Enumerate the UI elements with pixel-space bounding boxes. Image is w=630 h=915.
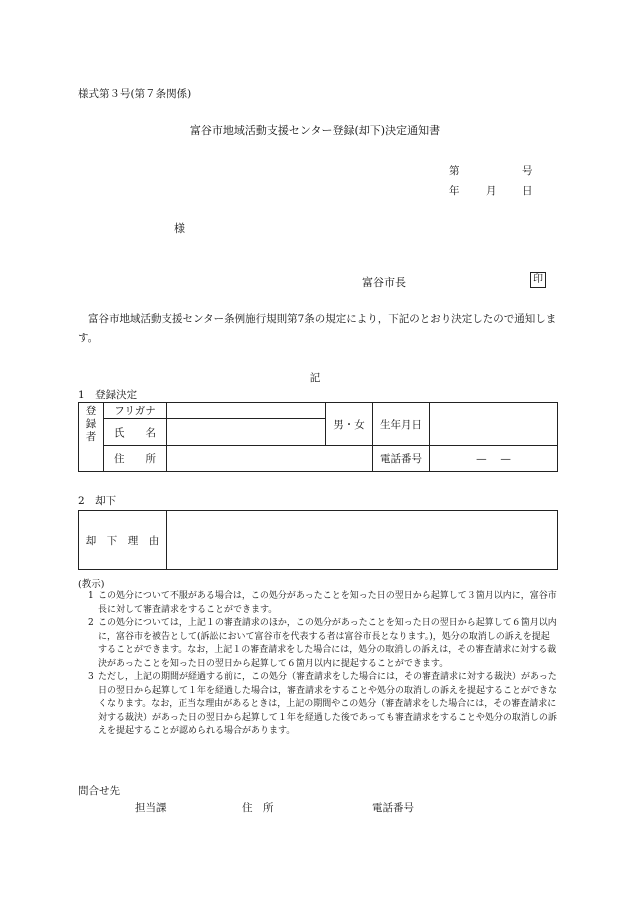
issue-day: 日 xyxy=(522,185,533,197)
name-field[interactable] xyxy=(167,419,326,446)
rejection-table xyxy=(78,510,558,570)
note-item xyxy=(78,617,558,671)
birthdate-field[interactable] xyxy=(430,403,558,446)
registrant-label-cont xyxy=(79,446,104,472)
contact-department: 担当課 xyxy=(135,802,167,814)
rejection-reason-field[interactable] xyxy=(167,511,558,570)
note-text: ただし，上記の期間が経過する前に，この処分（審査請求をした場合には，その審査請求に対する裁決）があった日の翌日から起算して１年を経過した場合は，審査請求をすることや処分の取消しの訴えを提起することができなくなります。なお，正当な理由があるときは，上記の期間やこの処分（審査請求をした場合には，その審査請求に対する裁決）があった日の翌日から起算して１年を経過した後であっても審査請求をすることや処分の取消しの訴えを提起することが認められる場合があります。 xyxy=(98,672,558,736)
rejection-reason-label: 却 下 理 由 xyxy=(79,511,167,570)
registrant-char-3: 者 xyxy=(85,430,97,443)
note-text: この処分については，上記１の審査請求のほか，この処分があったことを知った日の翌日から起算して６箇月以内に，富谷市を被告として(訴訟において富谷市を代表する者は富谷市長となります。)，処分の取消しの訴えを提起することができます。なお，上記１の審査請求をした場合には，処分の取消しの訴えは，その審査請求に対する裁決があったことを知った日の翌日から起算して６箇月以内に提起することができます。 xyxy=(98,618,557,669)
issue-month: 月 xyxy=(486,185,497,197)
notes-list xyxy=(78,590,558,739)
sex-select[interactable]: 男・女 xyxy=(326,403,373,446)
document-title: 富谷市地域活動支援センター登録(却下)決定通知書 xyxy=(189,124,441,137)
section1-heading: 1 登録決定 xyxy=(78,389,138,401)
note-number: 2 xyxy=(88,618,94,628)
name-label: 氏 名 xyxy=(104,419,167,446)
furigana-label: フリガナ xyxy=(104,403,167,419)
contact-phone: 電話番号 xyxy=(372,802,414,814)
contact-address: 住 所 xyxy=(242,802,274,814)
birthdate-label: 生年月日 xyxy=(373,403,430,446)
note-item xyxy=(78,590,558,617)
registrant-char-2: 録 xyxy=(85,417,97,430)
registration-table xyxy=(78,402,558,472)
phone-field[interactable]: — — xyxy=(430,446,558,472)
sender-name: 富谷市長 xyxy=(362,276,406,289)
recipient-suffix: 様 xyxy=(174,222,185,235)
registrant-char-1: 登 xyxy=(85,404,97,417)
notes-heading: (教示) xyxy=(78,579,105,590)
note-number: 3 xyxy=(88,672,94,682)
address-field[interactable] xyxy=(167,446,373,472)
issue-number-suffix: 号 xyxy=(522,165,533,177)
issue-number-prefix: 第 xyxy=(449,165,460,177)
furigana-field[interactable] xyxy=(167,403,326,419)
body-text: 富谷市地域活動支援センター条例施行規則第7条の規定により，下記のとおり決定したので通知します。 xyxy=(78,313,557,344)
section2-heading: 2 却下 xyxy=(78,495,117,507)
issue-year: 年 xyxy=(449,185,460,197)
note-item xyxy=(78,671,558,739)
registrant-label xyxy=(79,403,104,446)
note-number: 1 xyxy=(88,591,94,601)
phone-label: 電話番号 xyxy=(373,446,430,472)
contact-heading: 問合せ先 xyxy=(78,785,120,797)
form-number: 様式第３号(第７条関係) xyxy=(78,88,192,100)
note-text: この処分について不服がある場合は，この処分があったことを知った日の翌日から起算して３箇月以内に，富谷市長に対して審査請求をすることができます。 xyxy=(98,591,557,615)
seal-stamp: 印 xyxy=(530,272,546,288)
ki-heading: 記 xyxy=(309,372,321,384)
address-label: 住 所 xyxy=(104,446,167,472)
